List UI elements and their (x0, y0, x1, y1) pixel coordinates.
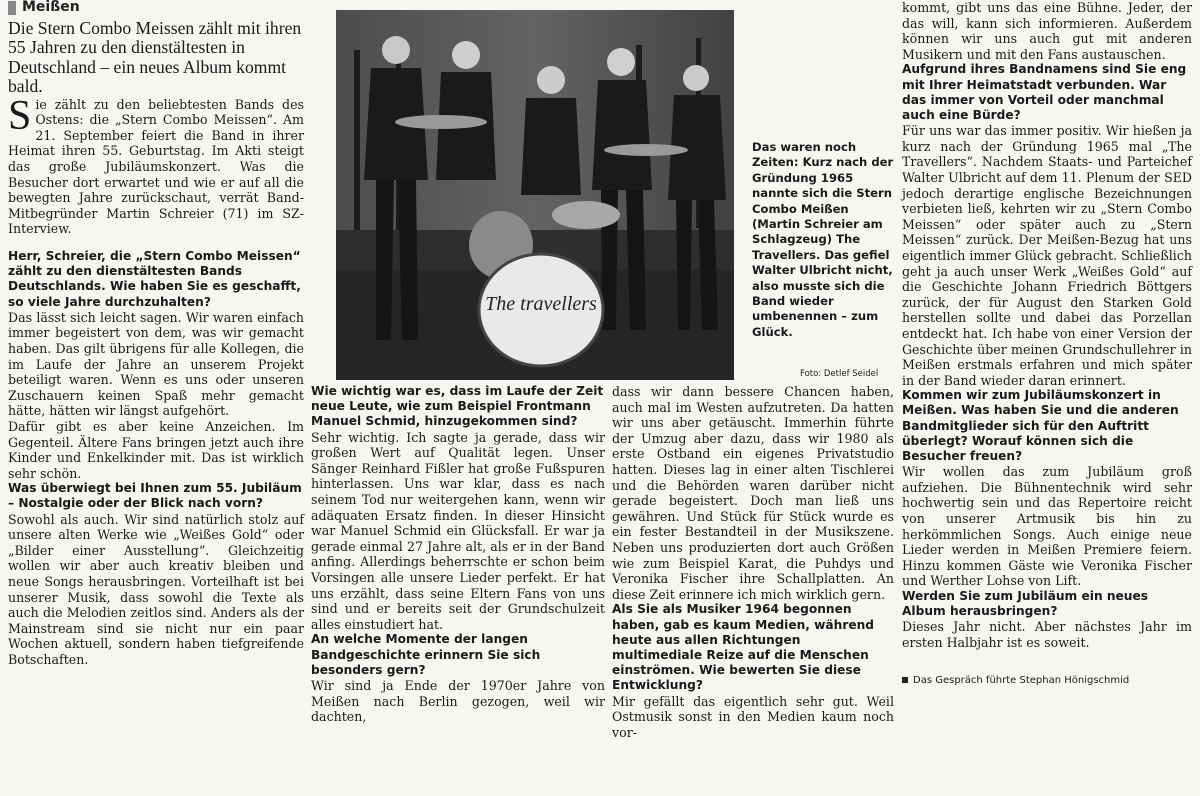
question-4: An welche Momente der langen Bandgeschichte erinnern Sie sich besonders gern? (311, 632, 541, 677)
question-7: Kommen wir zum Jubiläumskonzert in Meißen. Was haben Sie und die anderen Bandmitglieder sich für den Auftritt überlegt? Worauf können sich die Besucher freuen? (902, 388, 1179, 464)
signoff-square (902, 677, 908, 683)
photo-credit: Foto: Detlef Seidel (800, 369, 879, 379)
question-1: Herr, Schreier, die „Stern Combo Meissen“ zählt zu den dienstältesten Bands Deutschlands. Wie haben Sie es geschafft, so viele Jahre durchzuhalten? (8, 248, 301, 309)
signoff (902, 673, 1192, 689)
column-1 (8, 0, 304, 796)
column-2 (311, 384, 605, 796)
band-photo-illustration (336, 10, 734, 380)
answer-5-continued: kommt, gibt uns das eine Bühne. Jeder, der das will, kann sich informieren. Außerdem können wir uns auch gut mit anderen Musikern und mit den Fans austauschen. (902, 0, 1192, 62)
answer-6: Für uns war das immer positiv. Wir hießen ja kurz nach der Gründung 1965 mal „The Travellers“. Nachdem Staats- und Parteichef Walter Ulbricht auf dem 11. Plenum der SED jedoch derartige englische Bezeichnungen verbieten ließ, kehrten wir zu „Stern Combo Meissen“ oder später auch zu „Stern Meissen“ zurück. Der Meißen-Bezug hat uns eigentlich immer Glück gebracht. Schließlich geht ja auch unser Werk „Weißes Gold“ auf die Geschichte Johann Friedrich Böttgers zurück, der für August den Starken Gold herstellen sollte und dabei das Porzellan entdeckt hat. Ich habe von einer Version der Geschichte über meinen Grundschullehrer in Meißen erstmals erfahren und mich später in der Band wieder daran erinnert. (902, 123, 1192, 388)
photo-caption: Das waren noch Zeiten: Kurz nach der Gründung 1965 nannte sich die Stern Combo Meißen (Martin Schreier am Schlagzeug) The Travellers. Das gefiel Walter Ulbricht nicht, also musste sich die Band wieder umbenennen – zum Glück. (752, 140, 894, 339)
answer-4: Wir sind ja Ende der 1970er Jahre von Meißen nach Berlin gezogen, weil wir dachten, (311, 677, 605, 725)
answer-4-continued: dass wir dann bessere Chancen haben, auch mal im Westen aufzutreten. Da hatten wir uns aber getäuscht. Immerhin führte der Umzug aber dazu, dass wir 1980 als erste Ostband ein eigenes Privatstudio hatten. Dieses lag in einer alten Tischlerei und die Behörden waren darüber nicht gerade begeistert. Doch man ließ uns gewähren. Und Stück für Stück wurde es ein fester Bestandteil in der Musikszene. Neben uns produzierten dort auch Größen wie zum Beispiel Karat, die Puhdys und Veronika Fischer ihre Schallplatten. An diese Zeit erinnere ich mich wirklich gern. (612, 384, 894, 602)
drum-logo-text: The travellers (485, 293, 597, 315)
question-5: Als Sie als Musiker 1964 begonnen haben, gab es kaum Medien, während heute aus allen Richtungen multimediale Reize auf die Menschen einströmen. Wie bewerten Sie diese Entwicklung? (612, 602, 875, 693)
answer-7: Wir wollen das zum Jubiläum groß aufziehen. Die Bühnentechnik wird sehr hochwertig sein und das Repertoire reicht von unserer Artmusik bis hin zu herkömmlichen Songs. Auch einige neue Lieder werden in Meißen Premiere feiern. Hinzu kommen Gäste wie Veronika Fischer und Werther Lohse von Lift. (902, 464, 1192, 589)
kicker (8, 0, 304, 16)
answer-5: Mir gefällt das eigentlich sehr gut. Weil Ostmusik sonst in den Medien kaum noch vor- (612, 693, 894, 740)
signoff-text: Das Gespräch führte Stephan Hönigschmid (913, 674, 1130, 686)
kicker-text: Meißen (22, 0, 80, 15)
band-photo (336, 10, 734, 380)
lead-text: ie zählt zu den beliebtesten Bands des Ostens: die „Stern Combo Meissen“. Am 21. September feiert die Band in ihrer Heimat ihren 55. Geburtstag. Im Akti steigt das große Jubiläumskonzert. Was die Besucher dort erwartet und wie er auf all die bewegten Jahre zurückschaut, verrät Band-Mitbegründer Martin Schreier (71) im SZ-Interview. (8, 96, 304, 237)
answer-1b: Dafür gibt es aber keine Anzeichen. Im Gegenteil. Ältere Fans bringen jetzt auch ihre Kinder und Enkelkinder mit. Das ist wirklich sehr schön. (8, 418, 304, 481)
question-2: Was überwiegt bei Ihnen zum 55. Jubiläum – Nostalgie oder der Blick nach vorn? (8, 481, 302, 511)
column-4 (902, 0, 1192, 796)
lead-paragraph (8, 92, 304, 237)
headline: Die Stern Combo Meissen zählt mit ihren 55 Jahren zu den dienstältesten in Deutschland – ein neues Album kommt bald. (8, 17, 302, 97)
answer-3: Sehr wichtig. Ich sagte ja gerade, dass wir großen Wert auf Qualität legen. Unser Sänger Reinhard Fißler hat große Fußspuren hinterlassen. Uns war klar, dass es nach seinem Tod nur weitergehen kann, wenn wir adäquaten Ersatz finden. In dieser Hinsicht war Manuel Schmid ein Glücksfall. Er war ja gerade einmal 27 Jahre alt, als er in der Band anfing. Allerdings beherrschte er schon beim Vorsingen alle unsere Lieder perfekt. Er hat uns erzählt, dass seine Eltern Fans von uns sind und er bereits seit der Grundschulzeit alles einstudiert hat. (311, 429, 605, 632)
column-3 (612, 384, 894, 796)
question-6: Aufgrund ihres Bandnamens sind Sie eng mit Ihrer Heimatstadt verbunden. War das immer von Vorteil oder manchmal auch eine Bürde? (902, 62, 1187, 122)
answer-8: Dieses Jahr nicht. Aber nächstes Jahr im ersten Halbjahr ist es soweit. (902, 619, 1192, 651)
answer-2: Sowohl als auch. Wir sind natürlich stolz auf unsere alten Werke wie „Weißes Gold“ oder „Bilder einer Ausstellung“. Gleichzeitig wollen wir aber auch kreativ bleiben und neue Songs herausbringen. Vorteilhaft ist bei unserer Musik, dass sowohl die Texte als auch die Melodien zeitlos sind. Anders als der Mainstream sind sie nicht nur ein paar Wochen aktuell, sondern haben tiefgreifende Botschaften. (8, 511, 304, 668)
question-8: Werden Sie zum Jubiläum ein neues Album herausbringen? (902, 589, 1149, 619)
kicker-bar (8, 1, 16, 15)
answer-1a: Das lässt sich leicht sagen. Wir waren einfach immer begeistert von dem, was wir gemacht haben. Das gilt übrigens für alle Kollegen, die im Laufe der Jahre an unserem Projekt beteiligt waren. Wenn es uns oder unseren Zuschauern keinen Spaß mehr gemacht hätte, hätten wir längst aufgehört. (8, 309, 304, 419)
question-3: Wie wichtig war es, dass im Laufe der Zeit neue Leute, wie zum Beispiel Frontmann Manuel Schmid, hinzugekommen sind? (311, 384, 604, 429)
drop-cap: S (8, 92, 32, 139)
